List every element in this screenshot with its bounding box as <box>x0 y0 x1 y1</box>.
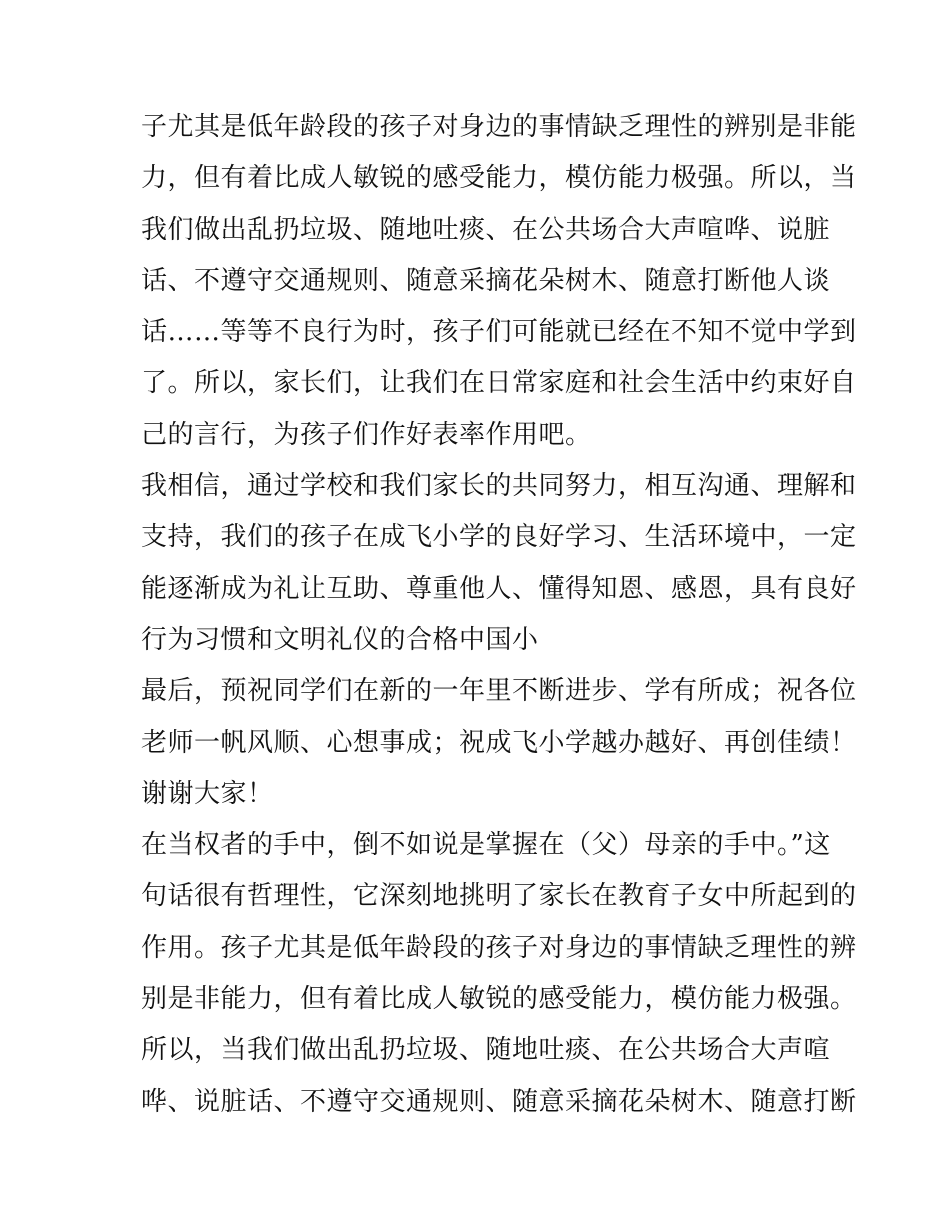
text-line: 话、不遵守交通规则、随意采摘花朵树木、随意打断他人谈 <box>141 265 831 296</box>
text-line: 最后，预祝同学们在新的一年里不断进步、学有所成；祝各位 <box>141 676 857 707</box>
text-line: 在当权者的手中，倒不如说是掌握在（父）母亲的手中。”这 <box>141 830 831 861</box>
text-line: 老师一帆风顺、心想事成；祝成飞小学越办越好、再创佳绩！ <box>141 727 857 758</box>
text-line: 支持，我们的孩子在成飞小学的良好学习、生活环境中，一定 <box>141 522 857 553</box>
text-line: 己的言行，为孩子们作好表率作用吧。 <box>141 419 592 450</box>
text-line: 别是非能力，但有着比成人敏锐的感受能力，模仿能力极强。 <box>141 984 857 1015</box>
text-line: 哗、说脏话、不遵守交通规则、随意采摘花朵树木、随意打断 <box>141 1086 857 1117</box>
text-line: 我们做出乱扔垃圾、随地吐痰、在公共场合大声喧哗、说脏 <box>141 214 831 245</box>
text-line: 作用。孩子尤其是低年龄段的孩子对身边的事情缺乏理性的辨 <box>141 932 857 963</box>
text-line: 子尤其是低年龄段的孩子对身边的事情缺乏理性的辨别是非能 <box>141 112 857 142</box>
text-line: 力，但有着比成人敏锐的感受能力，模仿能力极强。所以，当 <box>141 163 857 194</box>
text-line: 句话很有哲理性，它深刻地挑明了家长在教育子女中所起到的 <box>141 881 857 912</box>
text-line: 谢谢大家！ <box>141 778 274 809</box>
text-line: 了。所以，家长们，让我们在日常家庭和社会生活中约束好自 <box>141 368 857 399</box>
text-line: 所以，当我们做出乱扔垃圾、随地吐痰、在公共场合大声喧 <box>141 1035 831 1066</box>
text-line: 话……等等不良行为时，孩子们可能就已经在不知不觉中学到 <box>141 317 857 348</box>
text-line: 我相信，通过学校和我们家长的共同努力，相互沟通、理解和 <box>141 471 857 502</box>
text-line: 能逐渐成为礼让互助、尊重他人、懂得知恩、感恩，具有良好 <box>141 573 857 604</box>
document-body <box>141 102 857 1128</box>
text-line: 行为习惯和文明礼仪的合格中国小 <box>141 624 539 655</box>
